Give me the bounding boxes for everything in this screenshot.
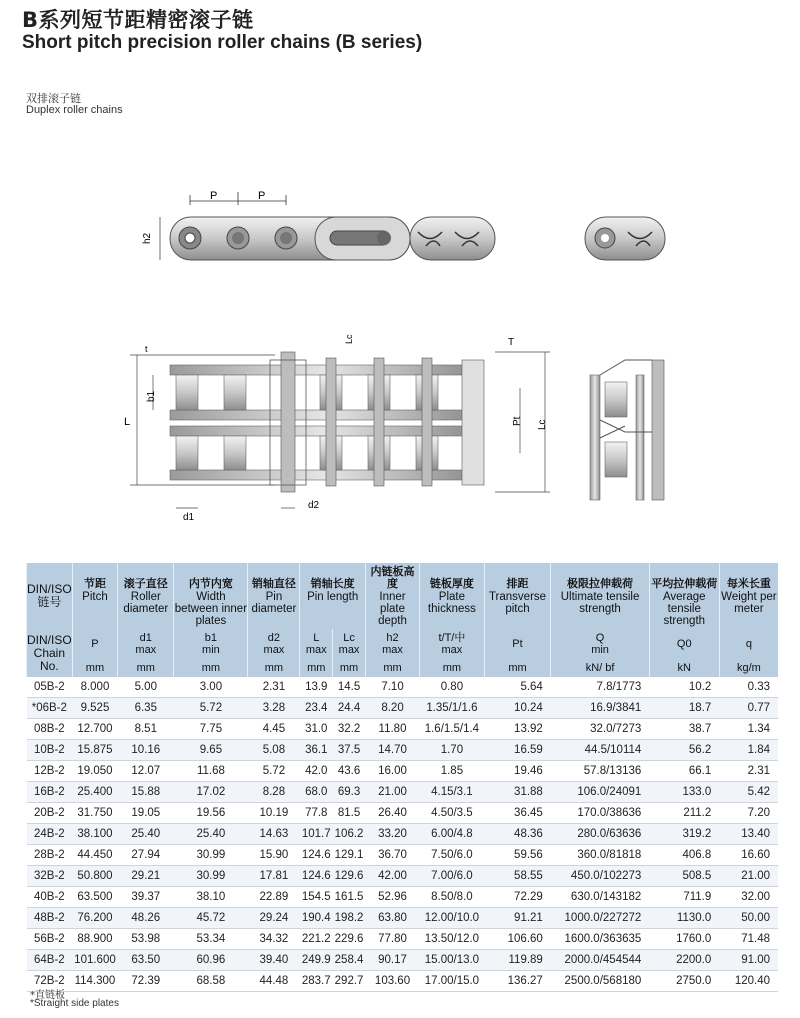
table-cell: 9.65 [174,740,248,761]
table-cell: 124.6 [300,866,333,887]
header-cn: 排距 [484,563,551,590]
table-cell: 12.700 [72,719,118,740]
table-cell: 1.70 [420,740,485,761]
table-cell: 48.26 [118,908,174,929]
table-cell: 4.15/3.1 [420,782,485,803]
table-cell: 9.525 [72,698,118,719]
label-h2: h2 [142,232,153,244]
table-cell: 23.4 [300,698,333,719]
table-cell: 7.8/1773 [551,677,649,698]
table-cell: 508.5 [649,866,719,887]
table-cell: 77.8 [300,803,333,824]
table-cell: 4.45 [248,719,300,740]
table-cell: 2.31 [248,677,300,698]
table-cell: 53.98 [118,929,174,950]
table-cell: 32.00 [719,887,778,908]
table-cell: 44.450 [72,845,118,866]
label-T: T [508,337,515,348]
table-cell: 25.40 [118,824,174,845]
table-cell: 14.63 [248,824,300,845]
header-row-unit [27,659,779,677]
table-cell: 8.20 [365,698,419,719]
table-cell: 3.28 [248,698,300,719]
table-cell: 88.900 [72,929,118,950]
table-cell: 14.5 [333,677,366,698]
table-cell: 39.40 [248,950,300,971]
table-cell: 360.0/81818 [551,845,649,866]
table-cell: 1.85 [420,761,485,782]
table-cell: 16.9/3841 [551,698,649,719]
header-din-cn: DIN/ISO 链号 [27,563,73,629]
table-cell: 45.72 [174,908,248,929]
table-row [27,677,779,698]
table-cell: 44.48 [248,971,300,992]
table-cell: 1.34 [719,719,778,740]
table-cell: 19.050 [72,761,118,782]
table-cell: 50.800 [72,866,118,887]
table-cell: 68.58 [174,971,248,992]
table-cell: 39.37 [118,887,174,908]
table-cell: 59.56 [484,845,551,866]
chain-plan-view [124,334,550,523]
chain-no-cell: 32B-2 [27,866,73,887]
table-cell: 30.99 [174,866,248,887]
chain-no-cell: 28B-2 [27,845,73,866]
table-cell: 12.00/10.0 [420,908,485,929]
table-row [27,887,779,908]
header-sym: Pt [484,629,551,659]
table-cell: 5.42 [719,782,778,803]
table-cell: 60.96 [174,950,248,971]
chain-top-view [142,190,495,260]
header-unit: mm [118,659,174,677]
header-cn: 销轴长度 [300,563,366,590]
label-Lc-side: Lc [537,419,548,430]
table-cell: 71.48 [719,929,778,950]
table-row [27,845,779,866]
table-row [27,782,779,803]
table-cell: 58.55 [484,866,551,887]
table-cell: 17.81 [248,866,300,887]
table-cell: 106.0/24091 [551,782,649,803]
table-cell: 154.5 [300,887,333,908]
table-cell: 25.400 [72,782,118,803]
header-sym: L max [300,629,333,659]
table-cell: 229.6 [333,929,366,950]
table-cell: 66.1 [649,761,719,782]
table-cell: 1.6/1.5/1.4 [420,719,485,740]
header-sym: Q0 [649,629,719,659]
table-cell: 7.20 [719,803,778,824]
table-cell: 52.96 [365,887,419,908]
header-unit: mm [420,659,485,677]
table-cell: 29.21 [118,866,174,887]
table-cell: 31.0 [300,719,333,740]
table-cell: 406.8 [649,845,719,866]
table-cell: 18.7 [649,698,719,719]
header-row-sym [27,629,779,659]
table-cell: 2000.0/454544 [551,950,649,971]
table-cell: 7.75 [174,719,248,740]
header-unit: mm [333,659,366,677]
table-cell: 56.2 [649,740,719,761]
table-row [27,803,779,824]
label-b1: b1 [146,390,157,402]
table-cell: 292.7 [333,971,366,992]
chain-no-cell: 20B-2 [27,803,73,824]
table-cell: 10.2 [649,677,719,698]
header-unit: mm [484,659,551,677]
table-cell: 27.94 [118,845,174,866]
table-cell: 11.68 [174,761,248,782]
header-cn: 每米长重 [719,563,778,590]
header-en: Pitch [72,590,118,629]
table-cell: 21.00 [719,866,778,887]
header-unit: mm [248,659,300,677]
table-cell: 129.6 [333,866,366,887]
table-cell: 21.00 [365,782,419,803]
table-cell: 2.31 [719,761,778,782]
table-row [27,824,779,845]
header-sym: d2 max [248,629,300,659]
table-cell: 38.7 [649,719,719,740]
spec-table-body [27,677,779,992]
table-cell: 16.00 [365,761,419,782]
table-cell: 17.02 [174,782,248,803]
table-cell: 81.5 [333,803,366,824]
table-cell: 249.9 [300,950,333,971]
table-cell: 133.0 [649,782,719,803]
header-sym: q [719,629,778,659]
table-cell: 8.51 [118,719,174,740]
table-cell: 25.40 [174,824,248,845]
label-Lc-top: Lc [344,334,354,344]
chain-side-section [590,360,664,500]
table-cell: 5.64 [484,677,551,698]
table-cell: 76.200 [72,908,118,929]
table-cell: 2200.0 [649,950,719,971]
table-cell: 114.300 [72,971,118,992]
header-sym: t/T/中 max [420,629,485,659]
chain-no-cell: 40B-2 [27,887,73,908]
table-row [27,719,779,740]
header-unit: kN/ bf [551,659,649,677]
header-en: Pin length [300,590,366,629]
table-cell: 43.6 [333,761,366,782]
table-cell: 30.99 [174,845,248,866]
header-unit: mm [300,659,333,677]
chain-no-cell: 08B-2 [27,719,73,740]
table-cell: 4.50/3.5 [420,803,485,824]
table-cell: 50.00 [719,908,778,929]
label-t: t [145,344,148,354]
header-row-en [27,590,779,629]
label-d1: d1 [183,512,195,523]
header-sym: h2 max [365,629,419,659]
chain-no-cell: 24B-2 [27,824,73,845]
table-cell: 8.28 [248,782,300,803]
header-en: Roller diameter [118,590,174,629]
table-cell: 2500.0/568180 [551,971,649,992]
table-cell: 16.59 [484,740,551,761]
table-cell: 106.60 [484,929,551,950]
label-Pt: Pt [512,416,523,426]
table-cell: 6.00/4.8 [420,824,485,845]
header-sym: Q min [551,629,649,659]
label-p1: P [210,190,218,202]
table-cell: 7.00/6.0 [420,866,485,887]
header-cn: 链板厚度 [420,563,485,590]
footnote-en: *Straight side plates [30,998,119,1009]
table-cell: 221.2 [300,929,333,950]
table-cell: 22.89 [248,887,300,908]
table-cell: 2750.0 [649,971,719,992]
header-cn: 平均拉伸载荷 [649,563,719,590]
table-cell: 33.20 [365,824,419,845]
table-cell: 6.35 [118,698,174,719]
header-sym: b1 min [174,629,248,659]
header-unit: mm [365,659,419,677]
table-cell: 5.72 [174,698,248,719]
table-cell: 211.2 [649,803,719,824]
table-row [27,740,779,761]
table-cell: 10.16 [118,740,174,761]
table-cell: 63.50 [118,950,174,971]
table-cell: 3.00 [174,677,248,698]
table-cell: 14.70 [365,740,419,761]
table-cell: 8.000 [72,677,118,698]
table-row [27,950,779,971]
table-row [27,929,779,950]
spec-table [26,563,778,992]
header-row-cn [27,563,779,590]
page-title-cn: B系列短节距精密滚子链 [22,8,254,32]
table-cell: 13.40 [719,824,778,845]
chain-no-cell: 12B-2 [27,761,73,782]
table-cell: 32.0/7273 [551,719,649,740]
table-cell: 38.100 [72,824,118,845]
header-cn: 内节内宽 [174,563,248,590]
header-cn: 极限拉伸载荷 [551,563,649,590]
chain-no-cell: 05B-2 [27,677,73,698]
header-unit: kg/m [719,659,778,677]
table-cell: 10.24 [484,698,551,719]
table-cell: 13.92 [484,719,551,740]
table-cell: 0.80 [420,677,485,698]
table-cell: 1000.0/227272 [551,908,649,929]
table-cell: 136.27 [484,971,551,992]
table-cell: 258.4 [333,950,366,971]
header-sym: P [72,629,118,659]
table-cell: 198.2 [333,908,366,929]
table-cell: 34.32 [248,929,300,950]
table-cell: 38.10 [174,887,248,908]
table-cell: 37.5 [333,740,366,761]
table-cell: 129.1 [333,845,366,866]
table-cell: 13.50/12.0 [420,929,485,950]
label-d2: d2 [308,500,320,511]
table-row [27,761,779,782]
table-cell: 1.84 [719,740,778,761]
table-row [27,971,779,992]
page-title-en: Short pitch precision roller chains (B series) [22,32,423,53]
chain-no-cell: 16B-2 [27,782,73,803]
table-row [27,866,779,887]
table-cell: 161.5 [333,887,366,908]
chain-no-cell: 64B-2 [27,950,73,971]
table-cell: 711.9 [649,887,719,908]
table-cell: 68.0 [300,782,333,803]
table-cell: 5.00 [118,677,174,698]
table-cell: 29.24 [248,908,300,929]
table-cell: 1760.0 [649,929,719,950]
table-cell: 53.34 [174,929,248,950]
table-cell: 7.10 [365,677,419,698]
header-en: Weight per meter [719,590,778,629]
table-cell: 57.8/13136 [551,761,649,782]
header-sym: Lc max [333,629,366,659]
table-cell: 1600.0/363635 [551,929,649,950]
table-cell: 63.500 [72,887,118,908]
table-cell: 11.80 [365,719,419,740]
table-cell: 48.36 [484,824,551,845]
table-cell: 10.19 [248,803,300,824]
header-en: Transverse pitch [484,590,551,629]
table-cell: 319.2 [649,824,719,845]
header-en: Inner plate depth [365,590,419,629]
header-en: Ultimate tensile strength [551,590,649,629]
header-unit: mm [174,659,248,677]
table-cell: 42.0 [300,761,333,782]
table-cell: 124.6 [300,845,333,866]
table-cell: 36.1 [300,740,333,761]
table-cell: 119.89 [484,950,551,971]
table-cell: 72.29 [484,887,551,908]
table-cell: 19.46 [484,761,551,782]
table-cell: 101.600 [72,950,118,971]
table-cell: 283.7 [300,971,333,992]
header-cn: 节距 [72,563,118,590]
table-cell: 280.0/63636 [551,824,649,845]
table-cell: 26.40 [365,803,419,824]
table-cell: 19.56 [174,803,248,824]
label-L: L [124,416,131,428]
table-cell: 17.00/15.0 [420,971,485,992]
table-cell: 36.70 [365,845,419,866]
table-cell: 19.05 [118,803,174,824]
table-cell: 1.35/1/1.6 [420,698,485,719]
chain-no-cell: 10B-2 [27,740,73,761]
chain-end-profile [585,217,665,260]
header-din-en: DIN/ISO Chain No. [27,629,73,677]
header-sym: d1 max [118,629,174,659]
table-cell: 120.40 [719,971,778,992]
table-row [27,698,779,719]
table-cell: 5.08 [248,740,300,761]
table-cell: 90.17 [365,950,419,971]
table-cell: 0.33 [719,677,778,698]
table-cell: 72.39 [118,971,174,992]
table-cell: 15.00/13.0 [420,950,485,971]
table-cell: 106.2 [333,824,366,845]
table-cell: 69.3 [333,782,366,803]
footnote-cn: *直链板 [30,990,65,1001]
chain-drawing [0,120,800,555]
table-cell: 77.80 [365,929,419,950]
table-cell: 24.4 [333,698,366,719]
table-cell: 31.750 [72,803,118,824]
chain-no-cell: 72B-2 [27,971,73,992]
table-cell: 15.88 [118,782,174,803]
table-cell: 36.45 [484,803,551,824]
header-en: Plate thickness [420,590,485,629]
table-cell: 1130.0 [649,908,719,929]
table-cell: 32.2 [333,719,366,740]
chain-no-cell: 48B-2 [27,908,73,929]
table-cell: 101.7 [300,824,333,845]
table-cell: 16.60 [719,845,778,866]
header-cn: 滚子直径 [118,563,174,590]
table-cell: 450.0/102273 [551,866,649,887]
chain-no-cell: *06B-2 [27,698,73,719]
chain-no-cell: 56B-2 [27,929,73,950]
table-cell: 44.5/10114 [551,740,649,761]
table-cell: 8.50/8.0 [420,887,485,908]
table-cell: 91.00 [719,950,778,971]
table-cell: 190.4 [300,908,333,929]
table-cell: 5.72 [248,761,300,782]
table-cell: 15.90 [248,845,300,866]
table-cell: 15.875 [72,740,118,761]
header-unit: kN [649,659,719,677]
table-cell: 630.0/143182 [551,887,649,908]
table-cell: 91.21 [484,908,551,929]
table-cell: 63.80 [365,908,419,929]
header-en: Average tensile strength [649,590,719,629]
table-cell: 12.07 [118,761,174,782]
header-en: Width between inner plates [174,591,248,627]
subtitle-cn: 双排滚子链 [26,92,81,105]
header-cn: 销轴直径 [248,563,300,590]
table-row [27,908,779,929]
header-unit: mm [72,659,118,677]
table-cell: 0.77 [719,698,778,719]
table-cell: 31.88 [484,782,551,803]
table-cell: 13.9 [300,677,333,698]
header-en: Pin diameter [248,590,300,629]
table-cell: 7.50/6.0 [420,845,485,866]
header-cn: 内链板高度 [365,563,419,590]
table-cell: 170.0/38636 [551,803,649,824]
subtitle-en: Duplex roller chains [26,104,123,116]
table-cell: 42.00 [365,866,419,887]
table-cell: 103.60 [365,971,419,992]
label-p2: P [258,190,266,202]
